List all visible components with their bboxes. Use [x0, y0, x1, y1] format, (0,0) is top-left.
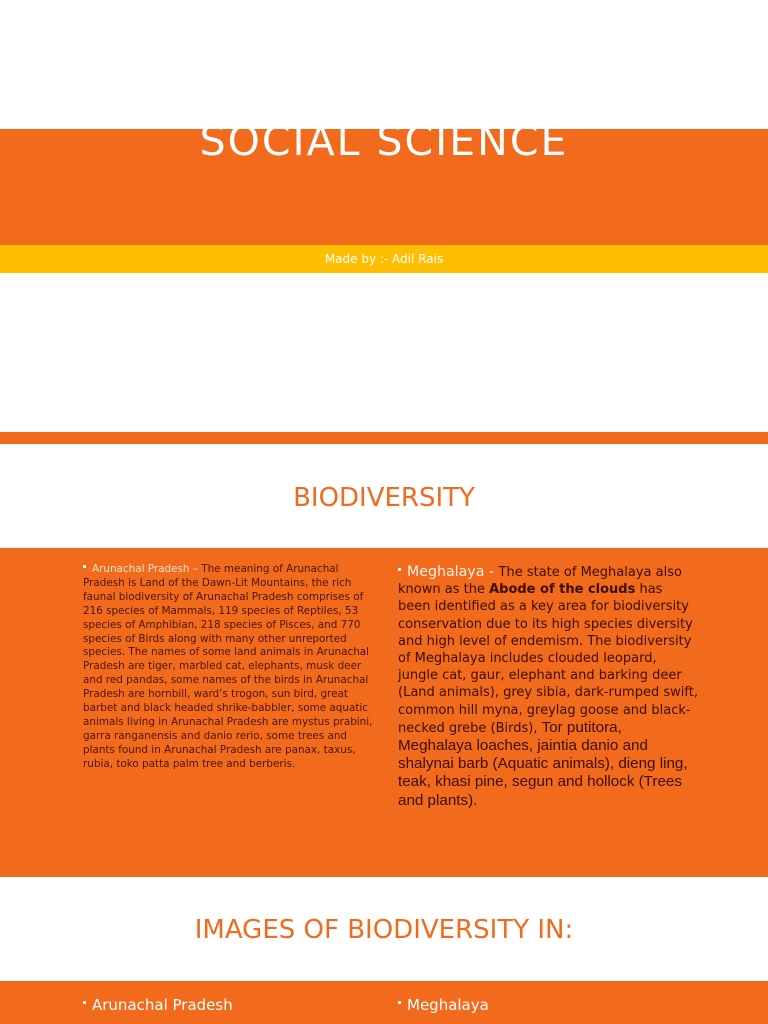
arunachal-paragraph [83, 563, 373, 772]
meghalaya-text-1: The state of Meghalaya also known as the [398, 565, 682, 598]
list-item [83, 994, 233, 1016]
slide-subtitle: Made by :- Adil Rais [324, 252, 444, 266]
bullet-icon [83, 1001, 86, 1004]
arunachal-heading: Arunachal Pradesh – [92, 563, 202, 575]
meghalaya-text-3: Tor putitora, Meghalaya loaches, jaintia danio and shalynai barb (Aquatic animals), dieng ling, teak, khasi pine, segun and hollock (Trees and plants). [398, 718, 688, 809]
bullet-icon [398, 568, 401, 571]
arunachal-text: The meaning of Arunachal Pradesh is Land of the Dawn-Lit Mountains, the rich faunal biodiversity of Arunachal Pradesh comprises of 216 species of Mammals, 119 species of Reptiles, 53 species of Amphibian, 218 species of Pisces, and 770 species of Birds along with many other unreported species. The names of some land animals in Arunachal Pradesh are tiger, marbled cat, elephants, musk deer and red pandas, some names of the birds in Arunachal Pradesh are hornbill, ward’s trogon, sun bird, great barbet and black headed shrike-babbler, some aquatic animals living in Arunachal Pradesh are mystus prabini, garra ranganensis and danio rerio, some trees and plants found in Arunachal Pradesh are panax, taxus, rubia, toko patta palm tree and berberis. [83, 563, 373, 770]
bullet-icon [398, 1001, 401, 1004]
meghalaya-heading: Meghalaya - [407, 564, 499, 580]
slide-title: SOCIAL SCIENCE [199, 117, 569, 165]
list-item-label: Arunachal Pradesh [92, 996, 233, 1014]
images-heading: IMAGES OF BIODIVERSITY IN: [194, 915, 574, 945]
list-item [398, 994, 489, 1016]
biodiversity-heading: BIODIVERSITY [293, 483, 475, 513]
meghalaya-text-2: has been identified as a key area for biodiversity conservation due to its high species diversity and high level of endemism. The biodiversity of Meghalaya includes clouded leopard, jungle cat, gaur, elephant and barking deer (Land animals), grey sibia, dark-rumped swift, common hill myna, greylag goose and black-necked grebe (Birds), [398, 582, 698, 736]
meghalaya-bold-text: Abode of the clouds [489, 582, 636, 598]
bullet-icon [83, 565, 86, 568]
slide-top-bar [0, 432, 768, 444]
meghalaya-paragraph [398, 564, 698, 810]
list-item-label: Meghalaya [407, 996, 489, 1014]
